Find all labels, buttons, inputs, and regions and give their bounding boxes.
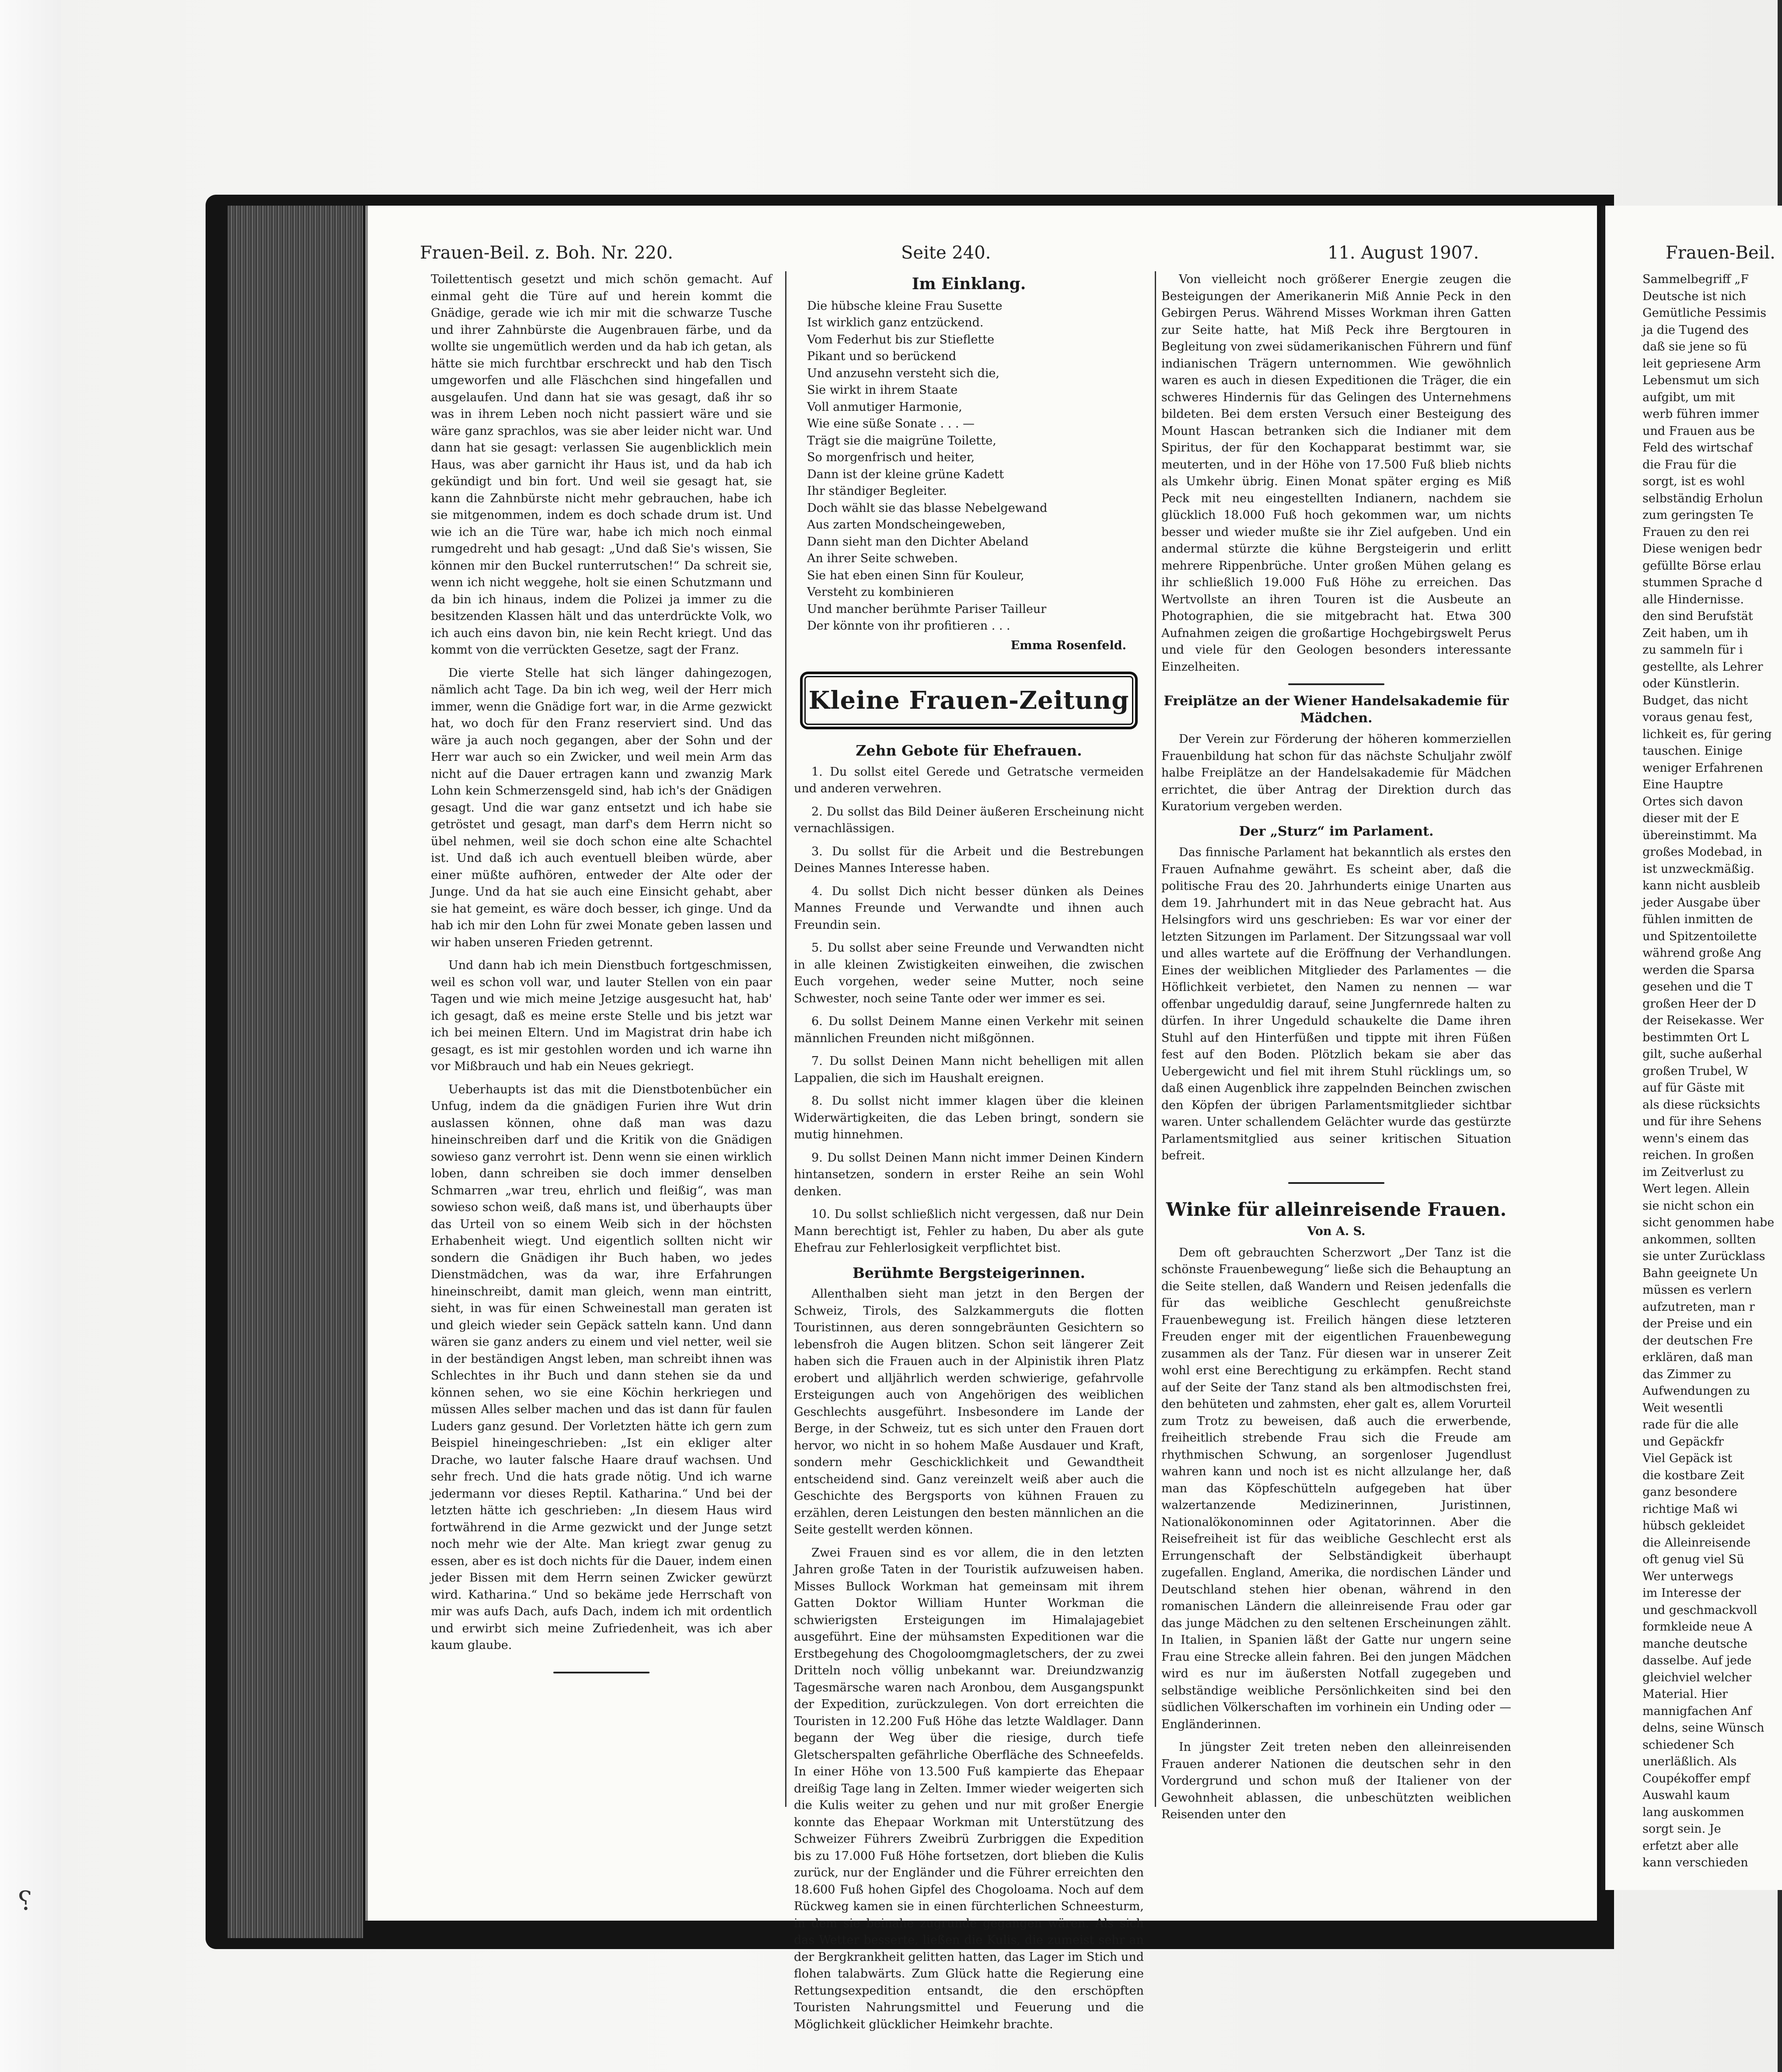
header-date: 11. August 1907.: [1328, 243, 1479, 263]
next-page-line: bestimmten Ort L: [1642, 1030, 1749, 1044]
next-page-line: erfetzt aber alle: [1642, 1839, 1739, 1853]
next-page-line: mannigfachen Anf: [1642, 1704, 1752, 1718]
next-page-line: alle Hindernisse.: [1642, 592, 1744, 606]
next-page-line: leit gepriesene Arm: [1642, 357, 1761, 371]
poem-line: Doch wählt sie das blasse Nebelgewand: [807, 501, 1048, 515]
next-page-line: hübsch gekleidet: [1642, 1519, 1745, 1533]
next-page-line: auf für Gäste mit: [1642, 1081, 1744, 1095]
next-page-line: Budget, das nicht: [1642, 693, 1748, 707]
next-page-line: rade für die alle: [1642, 1418, 1739, 1432]
list-item: 8. Du sollst nicht immer klagen über die kleinen Widerwärtigkeiten, die das Leben bringt, sondern sie mutig hinnehmen.: [794, 1094, 1144, 1141]
next-page-line: dieser mit der E: [1642, 812, 1740, 825]
next-page-line: Ortes sich davon: [1642, 794, 1744, 808]
next-page-line: ankommen, sollten: [1642, 1232, 1756, 1246]
next-page-line: während große Ang: [1642, 946, 1761, 960]
next-page-line: richtige Maß wi: [1642, 1502, 1738, 1516]
next-page-line: ja die Tugend des: [1642, 323, 1749, 337]
next-page-line: lang auskommen: [1642, 1805, 1744, 1819]
poem-line: Dann ist der kleine grüne Kadett: [807, 467, 1004, 481]
list-item: 6. Du sollst Deinem Manne einen Verkehr mit seinen männlichen Freunden nicht mißgönnen.: [794, 1015, 1144, 1045]
page-header: [420, 243, 1487, 269]
next-page-line: oft genug viel Sü: [1642, 1553, 1744, 1566]
next-page-line: großen Heer der D: [1642, 997, 1756, 1011]
list-item: 7. Du sollst Deinen Mann nicht behelligen mit allen Lappalien, die sich im Haushalt ereignen.: [794, 1054, 1144, 1085]
next-page-line: aufzutreten, man r: [1642, 1300, 1755, 1314]
list-item: 10. Du sollst schließlich nicht vergessen, daß nur Dein Mann berechtigt ist, Fehler zu haben, Du aber als gute Ehefrau zur Fehlerlosigkeit verpflichtet bist.: [794, 1208, 1144, 1255]
next-page-line: wenn's einem das: [1642, 1131, 1749, 1145]
next-page-line: der deutschen Fre: [1642, 1334, 1753, 1348]
next-page-line: der Reisekasse. Wer: [1642, 1014, 1764, 1027]
next-page-line: die Alleinreisende: [1642, 1536, 1751, 1550]
next-page-line: Eine Hauptre: [1642, 778, 1723, 791]
next-page-line: reichen. In großen: [1642, 1148, 1754, 1162]
next-page-line: zum geringsten Te: [1642, 508, 1754, 522]
paragraph: Von vielleicht noch größerer Energie zeugen die Besteigungen der Amerikanerin Miß Annie Peck in den Gebirgen Perus. Während Misses Workman ihren Gatten zur Seite hatte, hat Miß Peck ihre Bergtouren in Begleitung von zwei südamerikanischen Führern und fünf indianischen Trägern unternommen. Wie gewöhnlich waren es auch in diesen Expeditionen die Träger, die ein schweres Hindernis für das Gelingen des Unternehmens bildeten. Bei dem ersten Versuch einer Besteigung des Mount Hascan betranken sich die Indianer mit dem Spiritus, der für den Kochapparat bestimmt war, sie meuterten, und in der Höhe von 17.500 Fuß blieb nichts als Umkehr übrig. Einen Monat später erging es Miß Peck mit neu eingestellten Indianern, nachdem sie glücklich 18.000 Fuß hoch gekommen war, um nichts besser und wieder mußte sie ihr Ziel aufgeben. Und ein andermal stürzte die kühne Bergsteigerin und erlitt mehrere Rippenbrüche. Unter großen Mühen gelang es ihr schließlich 19.000 Fuß Höhe zu erreichen. Das Wertvollste an ihren Touren ist die Ausbeute an Photographien, die sie mitgebracht hat. Etwa 300 Aufnahmen zeigen die großartige Hochgebirgswelt Perus und viele für den Geologen besonders interessante Einzelheiten.: [1161, 273, 1511, 674]
next-page-header: Frauen-Beil.: [1666, 243, 1775, 263]
next-page-line: lichkeit es, für gering: [1642, 727, 1772, 741]
poem-line: Trägt sie die maigrüne Toilette,: [807, 434, 996, 448]
next-page-line: Deutsche ist nich: [1642, 289, 1747, 303]
next-page-line: kann nicht ausbleib: [1642, 879, 1760, 892]
paragraph: Und dann hab ich mein Dienstbuch fortgeschmissen, weil es schon voll war, und lauter Stellen von ein paar Tagen und wie mich meine Jetzige ausgesucht hat, hab' ich gesagt, daß es meine erste Stelle und bis jetzt war ich bei meinen Eltern. Und im Magistrat drin habe ich gesagt, es ist mir gestohlen worden und ich warne ihn vor Mißbrauch und hab ein Neues gekriegt.: [431, 959, 772, 1073]
poem-line: Wie eine süße Sonate . . . —: [807, 417, 975, 430]
next-page-line: und Frauen aus be: [1642, 424, 1755, 438]
next-page-line: tauschen. Einige: [1642, 744, 1743, 758]
next-page-line: schiedener Sch: [1642, 1738, 1735, 1752]
next-page-line: ganz besondere: [1642, 1485, 1737, 1499]
poem-line: Vom Federhut bis zur Stieflette: [807, 332, 995, 346]
next-page-line: selbständig Erholun: [1642, 491, 1763, 505]
next-page-line: weniger Erfahrenen: [1642, 761, 1763, 775]
list-item: 9. Du sollst Deinen Mann nicht immer Deinen Kindern hintansetzen, sondern in erster Reihe an sein Wohl denken.: [794, 1151, 1144, 1198]
next-page-line: oder Künstlerin.: [1642, 677, 1740, 690]
section-title-box: [800, 672, 1138, 729]
section-divider: [1288, 683, 1384, 685]
next-page-line: daß sie jene so fü: [1642, 340, 1747, 354]
article-title: Freiplätze an der Wiener Handelsakademie für Mädchen.: [1164, 693, 1509, 726]
poem: [794, 298, 1144, 635]
next-page-line: als diese rücksichts: [1642, 1098, 1760, 1112]
poem-line: Dann sieht man den Dichter Abeland: [807, 535, 1029, 549]
next-page-line: gestellte, als Lehrer: [1642, 660, 1763, 674]
poem-line: So morgenfrisch und heiter,: [807, 451, 975, 464]
next-page-line: stummen Sprache d: [1642, 576, 1763, 589]
next-page-line: gilt, suche außerhal: [1642, 1047, 1762, 1061]
paragraph: Ueberhaupts ist das mit die Dienstbotenbücher ein Unfug, indem da die gnädigen Furien ihre Wut drin auslassen können, ohne daß man was dazu hineinschreiben darf und die Kritik von die Gnädigen sowieso ganz verrohrt ist. Denn wenn sie einen wirklich loben, dann schreiben sie doch immer denselben Schmarren „war treu, ehrlich und fleißig“, was man sowieso schon weiß, daß mans ist, und überhaupts über das Urteil von so einem Weib sich in der höchsten Erhabenheit wiegt. Und eigentlich sollten nicht wir sondern die Gnädigen ihr Buch haben, wo jedes Dienstmädchen, was da war, ihre Erfahrungen hineinschreibt, damit man gleich, wenn man eintritt, sieht, in was für einen Schweinestall man geraten ist und gleich wieder sein Gepäck satteln kann. Und dann wären sie ganz anders zu einem und viel netter, weil sie in der beständigen Angst leben, man schreibt ihnen was Schlechtes in ihr Buch und dann stehen sie da und können sehen, wo sie eine Köchin herkriegen und müssen Alles selber machen und das ist dann für faulen Luders ganz gesund. Der Vorletzten hätte ich gern zum Beispiel hineingeschrieben: „Ist ein ekliger alter Drache, wo lauter falsche Haare drauf wachsen. Und sehr frech. Und die hats grade nötig. Und ich warne jedermann vor dieses Reptil. Katharina.“ Und bei der letzten hätte ich geschrieben: „In diesem Haus wird fortwährend in die Arme gezwickt und der Junge setzt noch mehr wie der Alte. Man kriegt zwar genug zu essen, aber es ist doch nichts für die Dauer, indem einen jeder Bissen mit dem Herrn seinen Zwicker gewürzt wird. Katharina.“ Und so bekäme jede Herrschaft von mir was aufs Dach, aufs Dach, indem ich mit ordentlich und erwirbt sich meine Zufriedenheit, was ich aber kaum glaube.: [431, 1082, 772, 1652]
poem-line: Aus zarten Mondscheingeweben,: [807, 518, 1006, 532]
next-page-line: Lebensmut um sich: [1642, 374, 1760, 387]
paragraph: In jüngster Zeit treten neben den alleinreisenden Frauen anderer Nationen die deutschen sehr in den Vordergrund und schon muß der Italiener von der Gewohnheit ablassen, die unbeschützten weiblichen Reisenden unter den: [1161, 1740, 1511, 1821]
next-page-line: Feld des wirtschaf: [1642, 441, 1753, 455]
paragraph: Zwei Frauen sind es vor allem, die in den letzten Jahren große Taten in der Touristik aufzuweisen haben. Misses Bullock Workman hat gemeinsam mit ihrem Gatten Doktor William Hunter Workman die schwierigsten Ersteigungen im Himalajagebiet ausgeführt. Eine der mühsamsten Expeditionen war die Erstbegehung des Chogoloomgmagletschers, der zu zwei Dritteln noch völlig unbekannt war. Dreiundzwanzig Tagesmärsche waren nach Aronbou, dem Ausgangspunkt der Expedition, zurückzulegen. Von dort erreichten die Touristen in 12.200 Fuß Höhe das letzte Waldlager. Dann begann der Weg über die riesige, durch tiefe Gletscherspalten gefährliche Oberfläche des Schneefelds. In einer Höhe von 13.500 Fuß kampierte das Ehepaar dreißig Tage lang in Zelten. Immer wieder weigerten sich die Kulis weiter zu gehen und nur mit großer Energie konnte das Ehepaar Workman mit Unterstützung des Schweizer Führers Zweibrü Zurbriggen die Expedition bis zu 17.000 Fuß Höhe fortsetzen, dort blieben die Kulis zurück, nur der Engländer und die Führer erreichten den 18.600 Fuß hohen Gipfel des Chogoloama. Noch auf dem Rückweg kamen sie in einen fürchterlichen Schneesturm, in dem sie beinahe zugrunde gegangen wären. Als sich das Wetter besserte, ließen die Kulis, die zumeist sehr an der Bergkrankheit gelitten hatten, das Lager im Stich und flohen talabwärts. Zum Glück hatte die Regierung eine Rettungsexpedition entsandt, die den erschöpften Touristen Nahrungsmittel und Feuerung und die Möglichkeit glücklicher Heimkehr brachte.: [794, 1546, 1144, 2031]
poem-line: Versteht zu kombinieren: [807, 585, 954, 599]
poem-line: An ihrer Seite schweben.: [807, 552, 958, 565]
next-page-line: aufgibt, um mit: [1642, 390, 1735, 404]
poem-line: Pikant und so berückend: [807, 350, 957, 363]
next-page-line: und geschmackvoll: [1642, 1603, 1758, 1617]
next-page-line: im Zeitverlust zu: [1642, 1165, 1744, 1179]
next-page-line: sie nicht schon ein: [1642, 1199, 1754, 1213]
next-page-line: sie unter Zurücklass: [1642, 1250, 1765, 1263]
next-page-line: Material. Hier: [1642, 1687, 1728, 1701]
next-page-line: und Spitzentoilette: [1642, 929, 1757, 943]
next-page-line: großes Modebad, in: [1642, 845, 1762, 859]
paragraph: Der Verein zur Förderung der höheren kommerziellen Frauenbildung hat schon für das nächste Schuljahr zwölf halbe Freiplätze an der Handelsakademie für Mädchen errichtet, die über Antrag der Direktion durch das Kuratorium vergeben werden.: [1161, 732, 1511, 813]
next-page-line: ist unzweckmäßig.: [1642, 862, 1754, 876]
next-page-line: im Interesse der: [1642, 1586, 1741, 1600]
next-page-line: Aufwendungen zu: [1642, 1384, 1751, 1398]
next-page-line: Zeit haben, um ih: [1642, 626, 1748, 640]
next-page-line: den sind Berufstät: [1642, 609, 1753, 623]
poem-line: Und mancher berühmte Pariser Tailleur: [807, 602, 1047, 616]
paragraph: Die vierte Stelle hat sich länger dahingezogen, nämlich acht Tage. Da bin ich weg, weil der Herr mich immer, wenn die Gnädige fort war, in die Arme gezwickt hat, wo doch für den Franz reserviert sind. Und das wäre ja auch noch gegangen, aber der Sohn und der Herr war auch so ein Zwicker, und weil mein Arm das nicht auf die Dauer ertragen kann und zwanzig Mark Lohn kein Schmerzensgeld sind, hab ich's der Gnädigen gesagt. Und die war ganz entsetzt und ich habe sie getröstet und gesagt, man darf's dem Herrn nicht so übel nehmen, weil sie doch schon eine alte Schachtel ist. Und daß ich auch eventuell bleiben würde, aber einer müßte aufhören, entweder der Alte oder der Junge. Und da hat sie auch eine Einsicht gehabt, aber sie hat gemeint, es wäre doch besser, ich ginge. Und da hab ich mir den Lohn für zwei Monate geben lassen und wir haben unseren Frieden getrennt.: [431, 666, 772, 949]
section-divider: [1288, 1182, 1384, 1184]
section-divider: [553, 1672, 650, 1673]
poem-line: Ist wirklich ganz entzückend.: [807, 316, 984, 329]
next-page-line: fühlen inmitten de: [1642, 913, 1753, 926]
next-page-line: jeder Ausgabe über: [1642, 896, 1760, 910]
next-page-line: werb führen immer: [1642, 407, 1759, 421]
next-page-line: gesehen und die T: [1642, 980, 1753, 994]
column-3: [1161, 271, 1511, 1820]
list-item: 2. Du sollst das Bild Deiner äußeren Erscheinung nicht vernachlässigen.: [794, 805, 1144, 835]
next-page-line: Sammelbegriff „F: [1642, 273, 1749, 286]
column-1: [431, 271, 772, 1824]
article-title: Der „Sturz“ im Parlament.: [1239, 823, 1434, 839]
page-edges: [227, 206, 363, 1938]
next-page-line: formkleide neue A: [1642, 1620, 1753, 1634]
next-page-line: gleichviel welcher: [1642, 1670, 1752, 1684]
next-page-text: [1642, 271, 1778, 1872]
next-page-line: Weit wesentli: [1642, 1401, 1723, 1415]
next-page-line: sorgt, ist es wohl: [1642, 475, 1745, 488]
poem-line: Die hübsche kleine Frau Susette: [807, 299, 1003, 313]
next-page-line: Coupékoffer empf: [1642, 1771, 1750, 1785]
next-page-line: Diese wenigen bedr: [1642, 542, 1762, 556]
next-page-line: kann verschieden: [1642, 1856, 1748, 1869]
paragraph: Das finnische Parlament hat bekanntlich als erstes den Frauen Aufnahme gewährt. Es scheint aber, daß die politische Frau des 20. Jahrhunderts einige Unarten aus dem 19. Jahrhundert mit in das Neue gebracht hat. Aus Helsingfors wird uns geschrieben: Es war vor einer der letzten Sitzungen im Parlament. Der Sitzungssaal war voll und alles wartete auf die Eröffnung der Verhandlungen. Eines der weiblichen Mitglieder des Parlamentes — die Höflichkeit verbietet, den Namen zu nennen — war offenbar ungeduldig darauf, seine Jungfernrede halten zu dürfen. In ihrer Ungeduld schaukelte die Dame ihren Stuhl auf den Hinterfüßen und tippte mit ihren Füßen fest auf den Boden. Plötzlich bekam sie aber das Uebergewicht und fiel mit ihrem Stuhl rücklings um, so daß einen Augenblick ihre zappelnden Beinchen zwischen den Köpfen der übrigen Parlamentsmitglieder sichtbar waren. Unter schallendem Gelächter wurde das gestürzte Parlamentsmitglied aus seiner kritischen Situation befreit.: [1161, 846, 1511, 1162]
poem-line: Der könnte von ihr profitieren . . .: [807, 619, 1010, 633]
next-page-line: und Gepäckfr: [1642, 1435, 1724, 1449]
next-page-line: Gemütliche Pessimis: [1642, 306, 1767, 320]
next-page-line: sorgt sein. Je: [1642, 1822, 1721, 1836]
poem-line: Ihr ständiger Begleiter.: [807, 484, 947, 498]
next-page-line: sicht genommen habe: [1642, 1216, 1775, 1229]
scanner-mark: ⸮: [17, 1886, 32, 1916]
next-page-line: voraus genau fest,: [1642, 710, 1753, 724]
list-item: 5. Du sollst aber seine Freunde und Verwandten nicht in alle kleinen Zwistigkeiten einweihen, die zwischen Euch vorgehen, weder seine Mutter, noch seine Schwester, noch seine Tante oder wer immer es sei.: [794, 941, 1144, 1005]
scanner-margin: [0, 0, 61, 2072]
next-page-line: die kostbare Zeit: [1642, 1468, 1744, 1482]
column-rule: [1155, 271, 1156, 1807]
next-page-line: und für ihre Sehens: [1642, 1115, 1762, 1128]
section-title: Kleine Frauen-Zeitung: [808, 686, 1129, 715]
list-item: 4. Du sollst Dich nicht besser dünken als Deines Mannes Freunde und Verwandte und ihnen auch Freundin sein.: [794, 884, 1144, 932]
poem-line: Und anzusehn versteht sich die,: [807, 366, 1000, 380]
list-item: 3. Du sollst für die Arbeit und die Bestrebungen Deines Mannes Interesse haben.: [794, 844, 1144, 875]
paragraph: Dem oft gebrauchten Scherzwort „Der Tanz ist die schönste Frauenbewegung“ ließe sich die Behauptung an die Seite stellen, daß Wandern und Reisen jedenfalls die für das weibliche Geschlecht genußreichste Frauenbewegung ist. Freilich hängen diese letzteren Freuden enger mit der eigentlichen Frauenbewegung zusammen als der Tanz. Für diesen war in unserer Zeit wohl erst eine Berechtigung zu erkämpfen. Recht stand auf der Seite der Tanz stand als ben altmodischsten frei, den behüteten und zahmsten, eher galt es, allem Vorurteil zum Trotz zu beweisen, daß auch die erwerbende, freiheitlich strebende Frau sich die Freude am rhythmischen Schwung, an sorgenloser Jugendlust wahren kann und noch ist es nicht allzulange her, daß man das Köpfeschütteln aufgegeben hat über walzertanzende Medizinerinnen, Juristinnen, Nationalökonominnen oder Agitatorinnen. Aber die Reisefreiheit ist für das weibliche Geschlecht erst als Errungenschaft der Selbständigkeit überhaupt zugefallen. England, Amerika, die nordischen Länder und Deutschland stehen hier obenan, während in den romanischen Ländern die alleinreisende Frau oder gar das junge Mädchen zu den seltenen Erscheinungen zählt. In Italien, in Spanien läßt der Gatte nur ungern seine Frau eine Strecke allein fahren. Bei den jungen Mädchen wird es nur im äußersten Notfall zugegeben und selbständige weibliche Persönlichkeiten sind bei den südlichen Völkerschaften im vorhinein ein Unding oder — Engländerinnen.: [1161, 1246, 1511, 1731]
byline: Von A. S.: [1307, 1225, 1366, 1238]
next-page-line: Bahn geeignete Un: [1642, 1266, 1758, 1280]
column-rule: [785, 271, 786, 1807]
next-page-line: die Frau für die: [1642, 458, 1737, 472]
next-page-line: Wer unterwegs: [1642, 1569, 1733, 1583]
next-page-line: großen Trubel, W: [1642, 1064, 1748, 1078]
poem-line: Sie wirkt in ihrem Staate: [807, 383, 958, 397]
paragraph: Allenthalben sieht man jetzt in den Bergen der Schweiz, Tirols, des Salzkammerguts die flotten Touristinnen, aus deren sonngebräunten Gesichtern so lebensfroh die Augen blitzen. Schon seit längerer Zeit haben sich die Frauen auch in der Alpinistik ihren Platz erobert und alljährlich werden schwierige, gefahrvolle Ersteigungen auch von Angehörigen des weiblichen Geschlechts ausgeführt. Insbesondere im Lande der Berge, in der Schweiz, tut es sich unter den Frauen dort hervor, wo nicht in so hohem Maße Ausdauer und Kraft, sondern mehr Geschicklichkeit und Gewandtheit entscheidend sind. Ganz vereinzelt weiß aber auch die Geschichte des Bergsports von kühnen Frauen zu erzählen, deren Leistungen den besten männlichen an die Seite gestellt werden können.: [794, 1287, 1144, 1536]
next-page-line: erklären, daß man: [1642, 1351, 1753, 1364]
next-page-line: Frauen zu den rei: [1642, 525, 1750, 539]
next-page-line: zu sammeln für i: [1642, 643, 1743, 657]
paragraph: Toilettentisch gesetzt und mich schön gemacht. Auf einmal geht die Türe auf und herein kommt die Gnädige, gerade wie ich mir mit die schwarze Tusche und ihrer Zahnbürste die Augenbrauen färbe, und da wollte sie ungemütlich werden und da hab ich getan, als hätte sie mich furchtbar erschreckt und hab den Tisch umgeworfen und alle Fläschchen sind hingefallen und ausgelaufen. Und dann hat sie was gesagt, daß ihr so was in ihrem Leben noch nicht passiert wäre und sie wäre ganz sprachlos, was sie aber leider nicht war. Und dann hat sie gesagt: verlassen Sie augenblicklich mein Haus, was aber garnicht ihr Haus ist, und da hab ich gekündigt und bin fort. Und weil sie gesagt hat, sie kann die Zahnbürste nicht mehr gebrauchen, habe ich sie mitgenommen, indem es doch schade drum ist. Und wie ich an die Türe war, habe ich mich noch einmal rumgedreht und hab gesagt: „Und daß Sie's wissen, Sie können mir den Buckel runterrutschen!“ Da schreit sie, wenn ich nicht weggehe, holt sie einen Schutzmann und da bin ich hinaus, indem die Polizei ja immer zu die besitzenden Klassen hält und das unterdrückte Volk, wo ich auch eins davon bin, nie kein Recht kriegt. Und das kommt von die verrückten Gesetze, sagt der Franz.: [431, 273, 772, 657]
poem-line: Sie hat eben einen Sinn für Kouleur,: [807, 568, 1024, 582]
article-title: Berühmte Bergsteigerinnen.: [852, 1264, 1086, 1281]
next-page-line: Viel Gepäck ist: [1642, 1452, 1733, 1465]
next-page-line: delns, seine Wünsch: [1642, 1721, 1765, 1735]
header-page-number: Seite 240.: [901, 243, 991, 263]
next-page-line: der Preise und ein: [1642, 1317, 1753, 1330]
next-page-line: Wert legen. Allein: [1642, 1182, 1750, 1196]
next-page-line: gefüllte Börse erlau: [1642, 559, 1761, 573]
list-item: 1. Du sollst eitel Gerede und Getratsche vermeiden und anderen verwehren.: [794, 765, 1144, 795]
next-page-line: werden die Sparsa: [1642, 963, 1755, 977]
next-page-line: Auswahl kaum: [1642, 1788, 1730, 1802]
next-page-line: das Zimmer zu: [1642, 1367, 1732, 1381]
next-page-line: übereinstimmt. Ma: [1642, 828, 1757, 842]
next-page-line: dasselbe. Auf jede: [1642, 1654, 1752, 1667]
next-page-line: müssen es verlern: [1642, 1283, 1752, 1297]
poem-line: Voll anmutiger Harmonie,: [807, 400, 962, 414]
next-page-line: unerläßlich. Als: [1642, 1755, 1737, 1768]
column-2: [794, 271, 1144, 2031]
article-title: Winke für alleinreisende Frauen.: [1166, 1198, 1507, 1220]
poem-title: Im Einklang.: [912, 275, 1026, 293]
article-title: Zehn Gebote für Ehefrauen.: [856, 742, 1082, 759]
next-page-line: manche deutsche: [1642, 1637, 1748, 1651]
poem-author: Emma Rosenfeld.: [1010, 638, 1126, 652]
header-left: Frauen-Beil. z. Boh. Nr. 220.: [420, 243, 673, 263]
